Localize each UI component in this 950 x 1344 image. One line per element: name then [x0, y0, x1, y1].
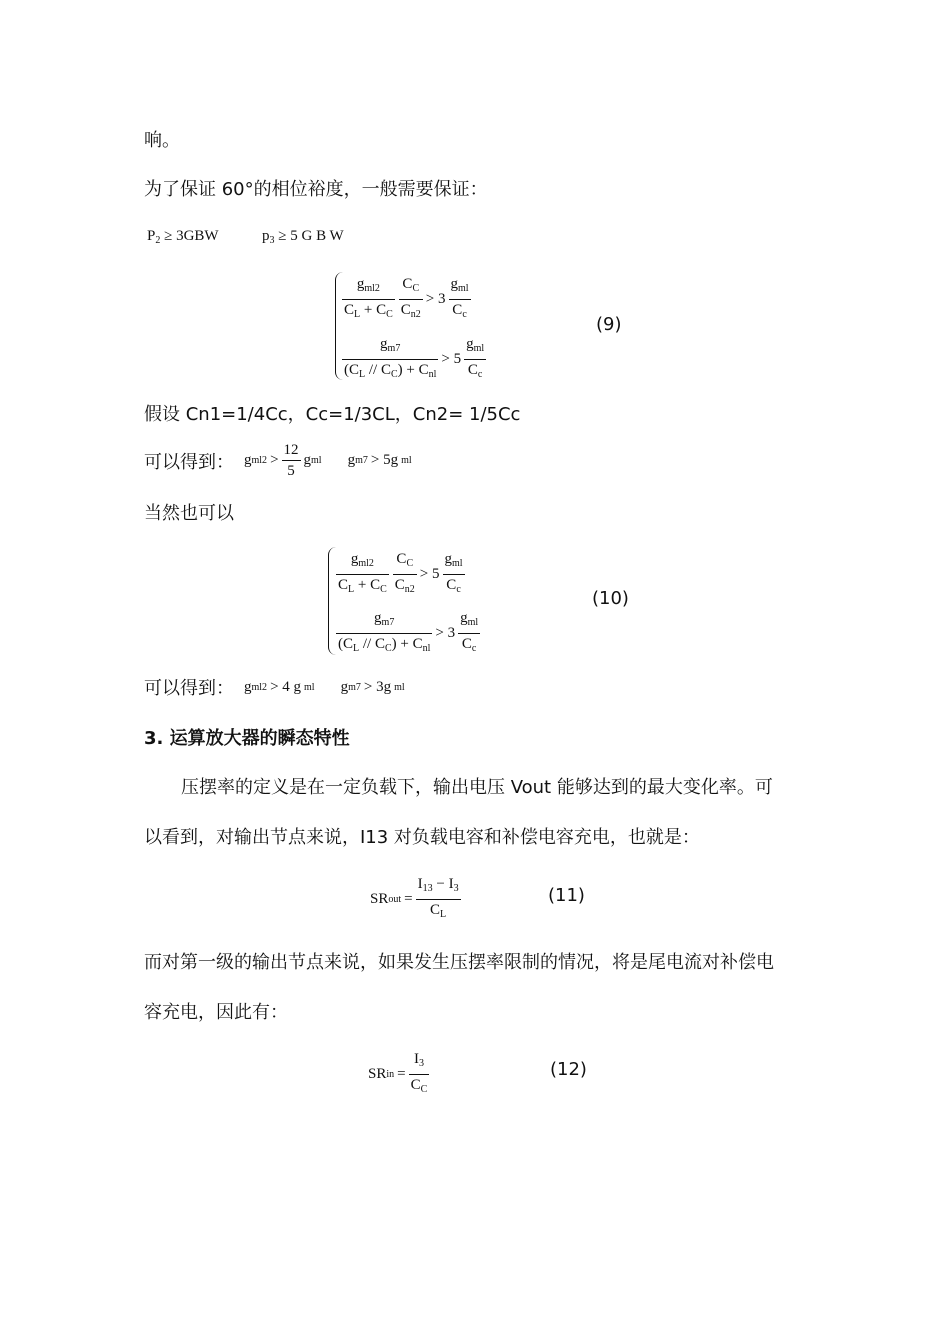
fraction: $\frac{g_{m7}}{(C_L // C_C) + C_{nl}}$: [336, 608, 432, 659]
equation-number: (11): [548, 885, 585, 906]
condition-p3: $p_3 \ge 5$ G B W: [262, 228, 344, 246]
fraction: $\frac{I_{13} - I_3}{C_L}$: [416, 874, 461, 925]
result-1-label: 可以得到：: [144, 452, 234, 473]
fraction: $\frac{C_C}{C_{n2}}$: [393, 549, 417, 600]
fraction: $\frac{I_3}{C_C}$: [409, 1049, 430, 1100]
paragraph-2-line-1: 而对第一级的输出节点来说，如果发生压摆率限制的情况，将是尾电流对补偿电: [144, 952, 774, 973]
result-2-expression: g ml2 > 4 g ml g m7 > 3g ml: [244, 679, 405, 695]
condition-p2: $P_2 \ge 3GBW$: [147, 228, 219, 246]
fraction: $\frac{12}{5}$: [283, 442, 299, 479]
eq10-row-2: $\frac{g_{m7}}{(C_L // C_C) + C_{nl}}$ > 3 $\frac{g_{ml}}{C_c}$: [336, 608, 480, 659]
text-line-1: 响。: [144, 130, 180, 151]
fraction: $\frac{g_{ml2}}{C_L + C_C}$: [342, 274, 395, 325]
fraction: $\frac{C_C}{C_{n2}}$: [399, 274, 423, 325]
fraction: $\frac{g_{m7}}{(C_L // C_C) + C_{nl}}$: [342, 334, 438, 385]
section-heading: 3. 运算放大器的瞬态特性: [144, 728, 350, 749]
equation-number: (10): [592, 588, 629, 609]
paragraph-1-line-1: 压摆率的定义是在一定负载下，输出电压 Vout 能够达到的最大变化率。可: [181, 777, 773, 798]
fraction: $\frac{g_{ml}}{C_c}$: [464, 334, 486, 385]
fraction: $\frac{g_{ml}}{C_c}$: [443, 549, 465, 600]
fraction: $\frac{g_{ml}}{C_c}$: [458, 608, 480, 659]
equation-12: SR in = $\frac{I_3}{C_C}$: [368, 1049, 429, 1100]
text-line-2: 为了保证 60°的相位裕度，一般需要保证：: [144, 179, 488, 200]
equation-number: (9): [596, 314, 622, 335]
equation-number: (12): [550, 1059, 587, 1080]
assumption-line: 假设 Cn1=1/4Cc，Cc=1/3CL，Cn2= 1/5Cc: [144, 404, 521, 425]
result-1-expression: g ml2 > $\frac{12}{5}$ g ml g m7 > 5g ml: [244, 442, 412, 479]
result-2-label: 可以得到：: [144, 678, 234, 699]
eq10-row-1: $\frac{g_{ml2}}{C_L + C_C}$ $\frac{C_C}{C_{n2}}$ > 5 $\frac{g_{ml}}{C_c}$: [336, 549, 465, 600]
fraction: $\frac{g_{ml2}}{C_L + C_C}$: [336, 549, 389, 600]
paragraph-2-line-2: 容充电，因此有：: [144, 1002, 288, 1023]
eq9-row-1: $\frac{g_{ml2}}{C_L + C_C}$ $\frac{C_C}{C_{n2}}$ > 3 $\frac{g_{ml}}{C_c}$: [342, 274, 471, 325]
paragraph-1-line-2: 以看到，对输出节点来说，I13 对负载电容和补偿电容充电，也就是：: [144, 827, 700, 848]
equation-11: SR out = $\frac{I_{13} - I_3}{C_L}$: [370, 874, 461, 925]
eq9-row-2: $\frac{g_{m7}}{(C_L // C_C) + C_{nl}}$ > 5 $\frac{g_{ml}}{C_c}$: [342, 334, 486, 385]
text-also: 当然也可以: [144, 503, 234, 524]
fraction: $\frac{g_{ml}}{C_c}$: [449, 274, 471, 325]
